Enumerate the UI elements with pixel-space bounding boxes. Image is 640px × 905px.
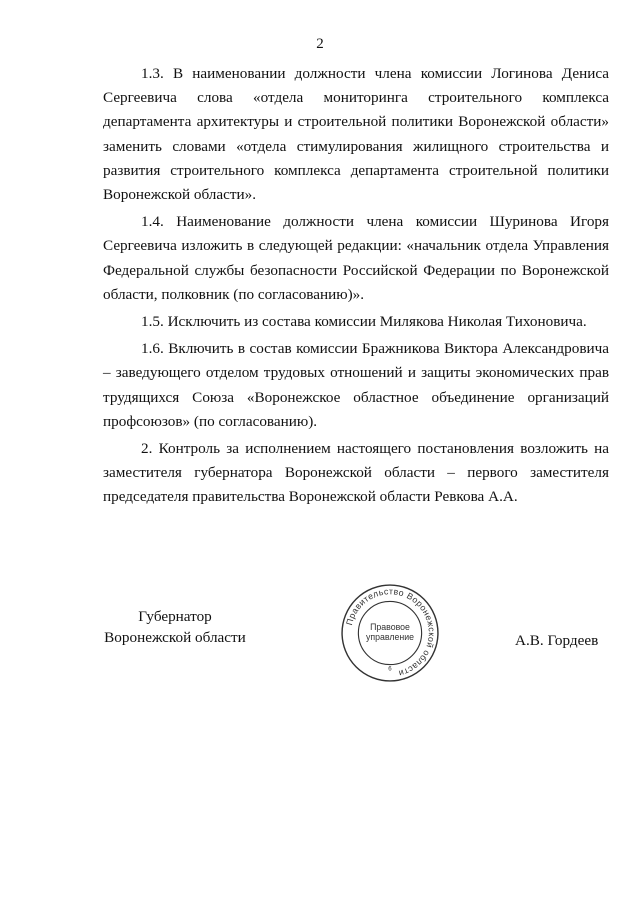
paragraph-1-5: 1.5. Исключить из состава комиссии Милякова Николая Тихоновича. <box>141 313 587 331</box>
official-stamp <box>339 582 441 684</box>
signature-block <box>0 606 640 696</box>
stamp-bottom-number: 6 <box>388 665 392 673</box>
stamp-ring-textpath: Правительство Воронежской области <box>344 586 437 679</box>
signatory-title-line2: Воронежской области <box>104 629 246 646</box>
page-number: 2 <box>316 36 324 52</box>
signatory-name: А.В. Гордеев <box>515 632 599 649</box>
signatory-title <box>100 606 250 648</box>
stamp-center-line1: Правовое <box>370 621 410 632</box>
document-body <box>103 62 609 510</box>
paragraph-1-6: 1.6. Включить в состав комиссии Бражникова Виктора Александровича – заведующего отделом трудовых отношений и защиты экономических прав трудящихся Союза «Воронежское областное объединение организаций профсоюзов» (по согласованию). <box>103 340 609 430</box>
stamp-center-line2: управление <box>366 632 414 643</box>
paragraph-1-4: 1.4. Наименование должности члена комиссии Шуринова Игоря Сергеевича изложить в следующей редакции: «начальник отдела Управления Федеральной службы безопасности Российской Федерации по Воронежской области, полковник (по согласованию)». <box>103 213 609 303</box>
signatory-title-line1: Губернатор <box>138 608 212 625</box>
paragraph-1-3: 1.3. В наименовании должности члена комиссии Логинова Дениса Сергеевича слова «отдела мониторинга строительного комплекса департамента архитектуры и строительной политики Воронежской области» заменить словами «отдела стимулирования жилищного строительства и развития строительного комплекса департамента строительной политики Воронежской области». <box>103 65 609 204</box>
paragraph-2: 2. Контроль за исполнением настоящего постановления возложить на заместителя губернатора Воронежской области – первого заместителя председателя правительства Воронежской области Ревкова А.А. <box>103 440 609 506</box>
